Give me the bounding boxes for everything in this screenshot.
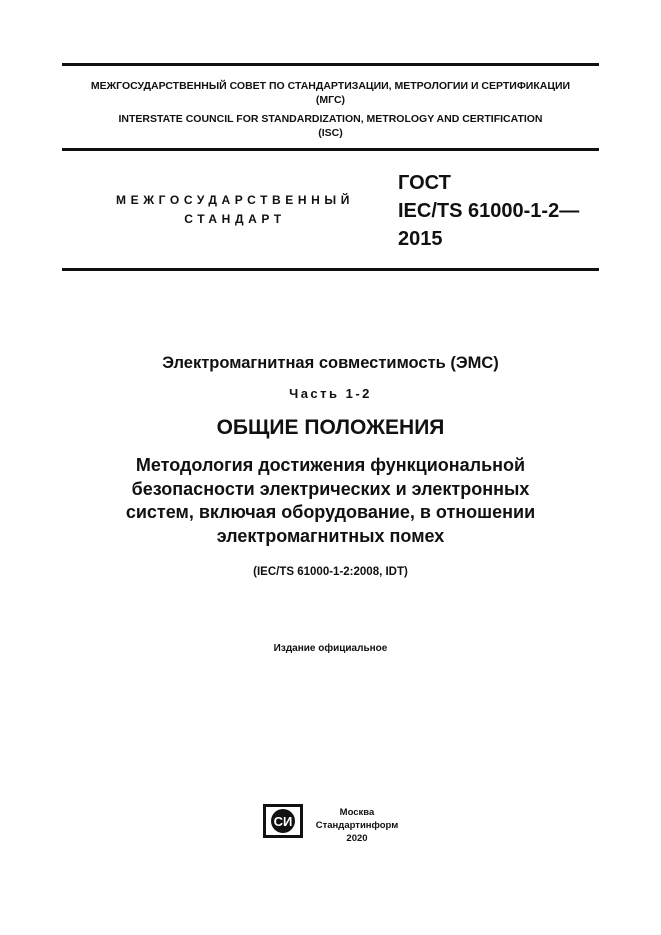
document-part: Часть 1-2 <box>289 386 372 401</box>
subtitle-line: Методология достижения функциональной <box>135 455 526 475</box>
publication-year: 2020 <box>346 833 368 844</box>
document-section-title: ОБЩИЕ ПОЛОЖЕНИЯ <box>216 416 445 439</box>
svg-text:СИ: СИ <box>273 814 293 829</box>
standard-type-line1: МЕЖГОСУДАРСТВЕННЫЙ <box>116 193 354 207</box>
council-abbr-en: (ISC) <box>318 127 343 139</box>
document-subtitle <box>62 454 599 548</box>
bottom-rule <box>62 268 599 271</box>
council-name-en: INTERSTATE COUNCIL FOR STANDARDIZATION, METROLOGY AND CERTIFICATION <box>118 113 543 125</box>
subtitle-line: электромагнитных помех <box>216 525 445 546</box>
subtitle-line: систем, включая оборудование, в отношении <box>125 502 536 522</box>
international-identity: (IEC/TS 61000-1-2:2008, IDT) <box>253 566 408 578</box>
standard-designation-gost: ГОСТ <box>398 172 451 194</box>
edition-label: Издание официальное <box>273 643 388 654</box>
publisher-city: Москва <box>339 807 375 818</box>
standard-type-line2: СТАНДАРТ <box>184 212 286 226</box>
subtitle-line: безопасности электрических и электронных <box>131 478 530 499</box>
standard-designation-year: 2015 <box>398 228 443 250</box>
standard-designation-number: IEC/TS 61000-1-2— <box>398 200 580 222</box>
top-rule <box>62 63 599 66</box>
standartinform-logo-icon <box>263 804 303 838</box>
council-abbr-ru: (МГС) <box>315 94 346 106</box>
document-title: Электромагнитная совместимость (ЭМС) <box>162 354 499 372</box>
publisher-name: Стандартинформ <box>315 820 399 831</box>
council-name-ru: МЕЖГОСУДАРСТВЕННЫЙ СОВЕТ ПО СТАНДАРТИЗАЦИИ, МЕТРОЛОГИИ И СЕРТИФИКАЦИИ <box>90 80 571 92</box>
middle-rule <box>62 148 599 151</box>
